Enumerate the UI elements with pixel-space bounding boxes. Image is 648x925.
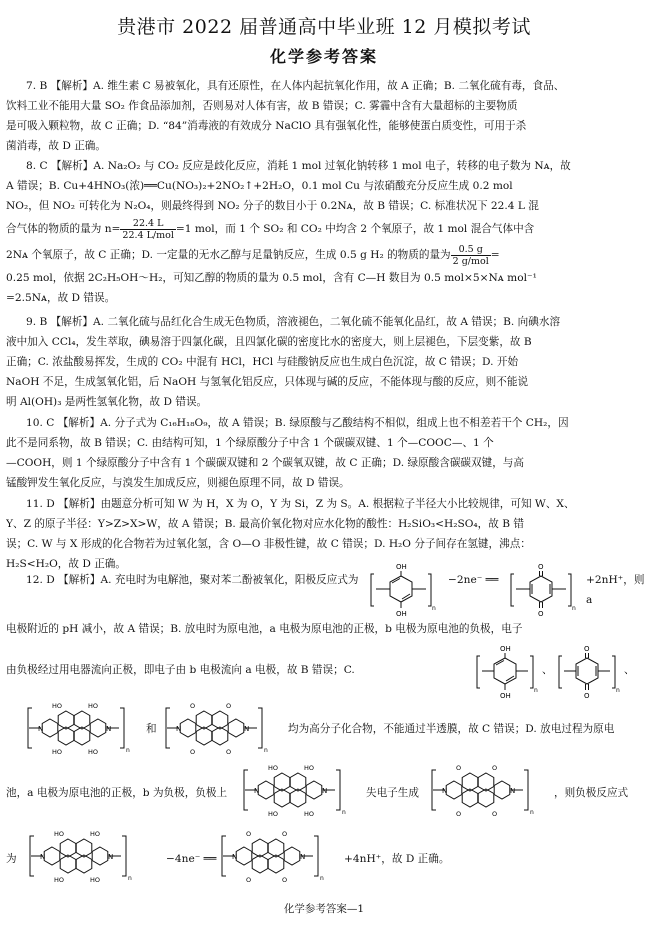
ho-label: HO: [304, 764, 315, 772]
q8-fraction-1: [120, 218, 175, 241]
ho-label: HO: [88, 702, 99, 710]
q12-line-1b: −2ne⁻ ══: [448, 574, 499, 586]
n-label: N: [176, 725, 182, 733]
q11-line-1: 11. D 【解析】由题意分析可知 W 为 H，X 为 O，Y 为 Si，Z 为 S。A. 根据粒子半径大小比较规律，可知 W、X、: [26, 498, 575, 510]
q8-line-1: 8. C 【解析】A. Na₂O₂ 与 CO₂ 反应是歧化反应，消耗 1 mol 过氧化钠转移 1 mol 电子，转移的电子数为 Nᴀ，故: [26, 160, 571, 172]
q8-line-5: [6, 242, 638, 268]
o-label: O: [226, 748, 232, 756]
oxidized-ndi-structure-1: [164, 700, 282, 756]
ho-label: HO: [52, 702, 63, 710]
q12-line-1c: +2nH⁺，则 a: [586, 574, 645, 606]
q8-line-4: [6, 216, 638, 242]
q8-line-4b: =1 mol，而 1 个 SO₂ 和 CO₂ 中均含 2 个氧原子，故 1 mol 混合气体中含: [175, 223, 535, 235]
q8-frac1-den: 22.4 L/mol: [122, 229, 174, 241]
q8-frac2-den: 2 g/mol: [452, 255, 489, 267]
oxidized-ndi-structure-2: [430, 762, 548, 818]
q8-fraction-2: [451, 244, 491, 267]
q10-line-1: 10. C 【解析】A. 分子式为 C₁₆H₁₈O₉，故 A 错误；B. 绿原酸与乙酸结构不相似，组成上也不相差若干个 CH₂，因: [26, 417, 569, 429]
q12-line-5b: 失电子生成: [366, 787, 419, 799]
o-label: O: [282, 876, 288, 884]
n-label: N: [254, 787, 260, 795]
q8-frac2-num: 0.5 g: [451, 244, 491, 256]
q12-line-4a: 和: [146, 723, 157, 735]
ho-label: HO: [304, 810, 315, 818]
oh-label: OH: [396, 610, 407, 618]
answer-q9: [6, 312, 638, 412]
answer-q8: [6, 156, 638, 308]
n-label: N: [232, 853, 238, 861]
q8-line-4a: 合气体的物质的量为 n=: [6, 223, 121, 235]
q11-line-2: Y、Z 的原子半径：Y>Z>X>W，故 A 错误；B. 最高价氧化物对应水化物的酸性：H₂SiO₃<H₂SO₄，故 B 错: [6, 518, 524, 530]
o-label: O: [492, 764, 498, 772]
reduced-ndi-structure-2: [242, 762, 360, 818]
q12-line-3-sep1: 、: [542, 664, 553, 676]
ho-label: HO: [268, 764, 279, 772]
q12-line-6a: 为: [6, 853, 17, 865]
q12-line-5c: ，则负极反应式: [554, 787, 629, 799]
o-label: O: [190, 748, 196, 756]
o-label: O: [584, 645, 590, 653]
o-label: O: [282, 830, 288, 838]
q9-line-5: 明 Al(OH)₃ 是两性氢氧化物，故 D 错误。: [6, 396, 208, 408]
q10-line-3: —COOH，则 1 个绿原酸分子中含有 1 个碳碳双键和 2 个碳氧双键，故 C 正确；D. 绿原酸含碳碳双键，与高: [6, 457, 524, 469]
polybenzoquinone-structure: [508, 560, 584, 618]
oh-label: OH: [500, 692, 511, 700]
q7-line-3: 是可吸入颗粒物，故 C 正确；D. “84”消毒液的有效成分 NaClO 具有强氧化性，能够使蛋白质变性，可用于杀: [6, 120, 527, 132]
n-label: N: [106, 725, 112, 733]
o-label: O: [246, 830, 252, 838]
q12-line-3-sep2: 、: [624, 664, 635, 676]
ho-label: HO: [90, 830, 101, 838]
subscript-n: n: [342, 809, 346, 816]
q9-line-2: 液中加入 CCl₄，发生萃取，碘易溶于四氯化碳，且四氯化碳的密度比水的密度大，则上层褪色，下层变紫，故 B: [6, 336, 532, 348]
o-label: O: [226, 702, 232, 710]
q8-line-6: 0.25 mol，依据 2C₂H₅OH～H₂，可知乙醇的物质的量为 0.5 mol，含有 C—H 数目为 0.5 mol×5×Nᴀ mol⁻¹: [6, 272, 537, 284]
q12-line-2-text: 电极附近的 pH 减小，故 A 错误；B. 放电时为原电池，a 电极为原电池的正极，b 电极为原电池的负极，电子: [6, 623, 523, 635]
n-label: N: [244, 725, 250, 733]
q7-line-1: 7. B 【解析】A. 维生素 C 易被氧化，具有还原性，在人体内起抗氧化作用，故 A 正确；B. 二氧化硫有毒，食品、: [26, 80, 565, 92]
o-label: O: [246, 876, 252, 884]
page-title: 贵港市 2022 届普通高中毕业班 12 月模拟考试: [117, 16, 531, 38]
subscript-n: n: [432, 605, 436, 612]
n-label: N: [442, 787, 448, 795]
n-label: N: [108, 853, 114, 861]
o-label: O: [190, 702, 196, 710]
reduced-ndi-structure-3: [28, 828, 146, 884]
q10-line-2: 此不是同系物，故 B 错误；C. 由结构可知，1 个绿原酸分子中含 1 个碳碳双键、1 个—COOC—、1 个: [6, 437, 494, 449]
subscript-n: n: [572, 605, 576, 612]
subscript-n: n: [128, 875, 132, 882]
n-label: N: [40, 853, 46, 861]
q12-line-1a: 12. D 【解析】A. 充电时为电解池，聚对苯二酚被氧化，阳极反应式为: [26, 574, 359, 586]
q12-line-6c: +4nH⁺，故 D 正确。: [344, 853, 450, 865]
subscript-n: n: [530, 809, 534, 816]
n-label: N: [510, 787, 516, 795]
q8-line-5a: 2Nᴀ 个氧原子，故 C 正确；D. 一定量的无水乙醇与足量钠反应，生成 0.5 g H₂ 的物质的量为: [6, 249, 451, 261]
q11-line-4: H₂S<H₂O，故 D 正确。: [6, 558, 126, 570]
ho-label: HO: [54, 876, 65, 884]
q8-line-7: =2.5Nᴀ，故 D 错误。: [6, 292, 116, 304]
o-label: O: [538, 610, 544, 618]
o-label: O: [456, 764, 462, 772]
q12-line-2: [6, 619, 638, 639]
subscript-n: n: [616, 687, 620, 694]
q12-line-4b: 均为高分子化合物，不能通过半透膜，故 C 错误；D. 放电过程为原电: [288, 723, 615, 735]
q12-line-3: 由负极经过用电器流向正极，即电子由 b 电极流向 a 电极，故 B 错误；C.: [6, 664, 355, 676]
n-label: N: [322, 787, 328, 795]
q8-line-2: A 错误；B. Cu+4HNO₃(浓)══Cu(NO₃)₂+2NO₂↑+2H₂O，0.1 mol Cu 与浓硝酸充分反应生成 0.2 mol: [6, 180, 513, 192]
polyhydroquinone-structure: [368, 560, 444, 618]
ho-label: HO: [88, 748, 99, 756]
o-label: O: [456, 810, 462, 818]
o-label: O: [492, 810, 498, 818]
q9-line-3: 正确；C. 浓盐酸易挥发，生成的 CO₂ 中混有 HCl，HCl 与硅酸钠反应也生成白色沉淀，故 C 错误；D. 开始: [6, 356, 519, 368]
q9-line-4: NaOH 不足，生成氢氧化铝，后 NaOH 与氢氧化铝反应，只体现与碱的反应，不能体现与酸的反应，则不能说: [6, 376, 529, 388]
oh-label: OH: [396, 563, 407, 571]
subscript-n: n: [534, 687, 538, 694]
q7-line-2: 饮料工业不能用大量 SO₂ 作食品添加剂，否则易对人体有害，故 B 错误；C. 雾霾中含有大量超标的主要物质: [6, 100, 518, 112]
q8-line-5b: =: [490, 249, 500, 261]
reduced-ndi-structure-1: [26, 700, 144, 756]
q12-line-5a: 池，a 电极为原电池的正极，b 为负极，负极上: [6, 787, 228, 799]
q9-line-1: 9. B 【解析】A. 二氧化硫与品红化合生成无色物质，溶液褪色，二氧化硫不能氧化品红，故 A 错误；B. 向碘水溶: [26, 316, 561, 328]
q8-line-3: NO₂，但 NO₂ 可转化为 N₂O₄，则最终得到 NO₂ 分子的数目小于 0.2Nᴀ，故 B 错误；C. 标准状况下 22.4 L 混: [6, 200, 539, 212]
answer-q7: [6, 76, 638, 156]
o-label: O: [584, 692, 590, 700]
subscript-n: n: [320, 875, 324, 882]
oh-label: OH: [500, 645, 511, 653]
q7-line-4: 菌消毒，故 D 正确。: [6, 140, 106, 152]
page-subtitle: 化学参考答案: [269, 47, 378, 66]
n-label: N: [300, 853, 306, 861]
q8-frac1-num: 22.4 L: [120, 218, 175, 230]
oxidized-ndi-structure-3: [220, 828, 338, 884]
n-label: N: [38, 725, 44, 733]
ho-label: HO: [90, 876, 101, 884]
ho-label: HO: [54, 830, 65, 838]
ho-label: HO: [52, 748, 63, 756]
hydroquinone-structure-small: [474, 642, 540, 700]
quinone-structure-small: [556, 642, 622, 700]
q12-line-6b: −4ne⁻ ══: [166, 853, 217, 865]
answer-q10: [6, 413, 638, 493]
subscript-n: n: [126, 747, 130, 754]
o-label: O: [538, 563, 544, 571]
page-footer: 化学参考答案—1: [283, 903, 365, 915]
q10-line-4: 锰酸钾发生氧化反应，与溴发生加成反应，则褪色原理不同，故 D 错误。: [6, 477, 350, 489]
subscript-n: n: [264, 747, 268, 754]
q11-line-3: 误；C. W 与 X 形成的化合物若为过氧化氢，含 O—O 非极性键，故 C 错误；D. H₂O 分子间存在氢键，沸点：: [6, 538, 531, 550]
ho-label: HO: [268, 810, 279, 818]
